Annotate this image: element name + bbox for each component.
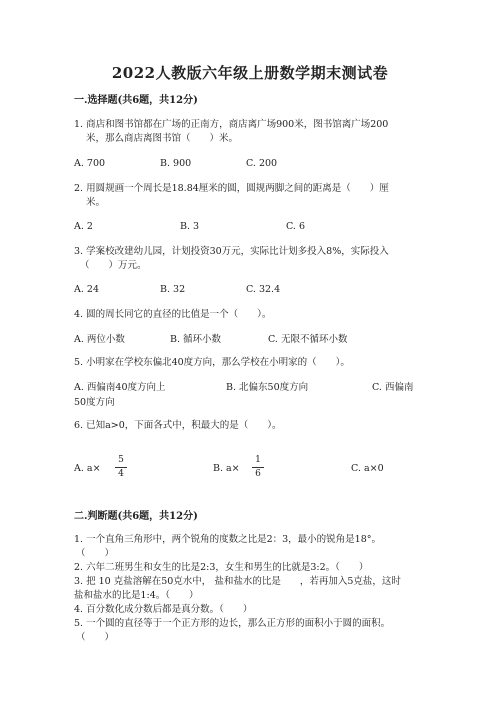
fraction-denominator: 6 bbox=[255, 469, 261, 479]
q4-text: 4. 圆的周长同它的直径的比值是一个（ ）。 bbox=[74, 309, 272, 320]
q2-option-c: C. 6 bbox=[286, 221, 306, 232]
q1-option-a: A. 700 bbox=[74, 158, 106, 169]
q1-option-c: C. 200 bbox=[246, 158, 278, 169]
q2-option-b: B. 3 bbox=[180, 221, 200, 232]
fraction-numerator: 5 bbox=[118, 455, 124, 465]
fraction-denominator: 4 bbox=[118, 469, 124, 479]
section1-heading: 一.选择题(共6题，共12分) bbox=[74, 95, 198, 106]
q6-option-a: A. a× bbox=[74, 463, 101, 474]
q3-text-line1: 3. 学案校改建幼儿园，计划投资30万元，实际比计划多投入8%，实际投入 bbox=[74, 246, 389, 257]
q1-text-line2: 米，那么商店离图书馆（ ）米。 bbox=[86, 133, 239, 144]
judge-q5-line1: 5. 一个圆的直径等于一个正方形的边长，那么正方形的面积小于圆的面积。 bbox=[74, 618, 391, 629]
q6-option-a-fraction bbox=[115, 455, 127, 480]
q4-option-a: A. 两位小数 bbox=[74, 334, 125, 345]
q3-text-line2: （ ）万元。 bbox=[80, 260, 147, 271]
fraction-bar bbox=[252, 467, 264, 468]
section2-heading: 二.判断题(共6题，共12分) bbox=[74, 511, 198, 522]
judge-q1-line1: 1. 一个直角三角形中，两个锐角的度数之比是2：3，最小的锐角是18°。 bbox=[74, 534, 382, 545]
q6-option-c: C. a×0 bbox=[351, 463, 384, 474]
q4-option-b: B. 循环小数 bbox=[170, 334, 222, 345]
q2-text-line1: 2. 用圆规画一个周长是18.84厘米的圆，圆规两脚之间的距离是（ ）厘 bbox=[74, 183, 389, 194]
q2-text-line2: 米。 bbox=[86, 197, 106, 208]
judge-q5-line2: （ ） bbox=[76, 632, 115, 643]
judge-q1-line2: （ ） bbox=[76, 548, 115, 559]
q1-option-b: B. 900 bbox=[160, 158, 192, 169]
q3-option-b: B. 32 bbox=[160, 284, 186, 295]
q5-text: 5. 小明家在学校东偏北40度方向，那么学校在小明家的（ ）。 bbox=[74, 357, 350, 368]
q5-option-c-cont: 50度方向 bbox=[74, 397, 115, 408]
judge-q4: 4. 百分数化成分数后都是真分数。（ ） bbox=[74, 604, 253, 615]
q5-option-b: B. 北偏东50度方向 bbox=[226, 382, 309, 393]
fraction-numerator: 1 bbox=[255, 455, 261, 465]
q5-option-c: C. 西偏南 bbox=[372, 382, 414, 393]
q4-option-c: C. 无限不循环小数 bbox=[268, 334, 348, 345]
q2-option-a: A. 2 bbox=[74, 221, 93, 232]
page-title: 2022人教版六年级上册数学期末测试卷 bbox=[111, 64, 389, 82]
judge-q3-line2: 盐和盐水的比是1:4。（ ） bbox=[74, 590, 199, 601]
q3-option-a: A. 24 bbox=[74, 284, 99, 295]
q6-text: 6. 已知a>0，下面各式中，积最大的是（ ）。 bbox=[74, 420, 282, 431]
q6-option-b: B. a× bbox=[213, 463, 240, 474]
judge-q2: 2. 六年二班男生和女生的比是2:3，女生和男生的比就是3:2。（ ） bbox=[74, 562, 369, 573]
q6-option-b-fraction bbox=[252, 455, 264, 480]
judge-q3-line1: 3. 把 10 克盐溶解在50克水中， 盐和盐水的比是 ，若再加入5克盐，这时 bbox=[74, 576, 401, 587]
q5-option-a: A. 西偏南40度方向上 bbox=[74, 382, 166, 393]
fraction-bar bbox=[115, 467, 127, 468]
q3-option-c: C. 32.4 bbox=[246, 284, 281, 295]
q1-text-line1: 1. 商店和图书馆都在广场的正南方，商店离广场900米，图书馆离广场200 bbox=[74, 119, 389, 130]
